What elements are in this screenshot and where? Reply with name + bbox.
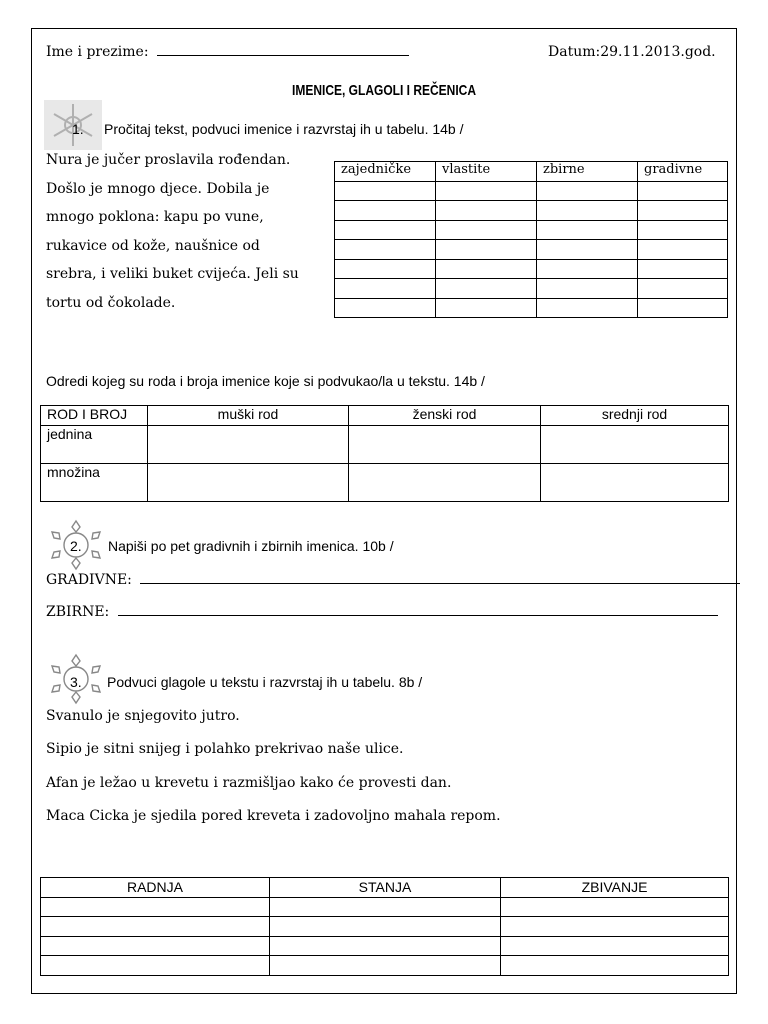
answer-cell[interactable] [335, 279, 436, 299]
answer-cell[interactable] [541, 426, 729, 464]
answer-cell[interactable] [436, 220, 537, 240]
answer-cell[interactable] [349, 464, 541, 502]
answer-cell[interactable] [436, 201, 537, 221]
answer-cell[interactable] [638, 201, 728, 221]
header-cell: zajedničke [335, 162, 436, 182]
answer-cell[interactable] [270, 917, 501, 937]
answer-cell[interactable] [349, 426, 541, 464]
answer-cell[interactable] [335, 220, 436, 240]
answer-cell[interactable] [638, 279, 728, 299]
table-row [335, 298, 728, 318]
answer-cell[interactable] [638, 240, 728, 260]
header-cell: ROD I BROJ [41, 406, 148, 426]
answer-cell[interactable] [537, 220, 638, 240]
answer-cell[interactable] [436, 279, 537, 299]
gender-number-table [40, 405, 729, 502]
row-label: množina [41, 464, 148, 502]
task3-number: 3. [70, 674, 82, 690]
answer-cell[interactable] [270, 956, 501, 976]
answer-cell[interactable] [537, 240, 638, 260]
answer-cell[interactable] [537, 298, 638, 318]
answer-cell[interactable] [41, 917, 270, 937]
answer-cell[interactable] [436, 259, 537, 279]
task3-sentence: Maca Cicka je sjedila pored kreveta i zadovoljno mahala repom. [46, 808, 501, 824]
row-label: jednina [41, 426, 148, 464]
verb-type-table [40, 877, 729, 976]
table-row [41, 426, 729, 464]
name-label: Ime i prezime: [46, 44, 149, 60]
header-cell: muški rod [148, 406, 349, 426]
gradivne-line[interactable] [46, 572, 740, 588]
answer-cell[interactable] [436, 181, 537, 201]
answer-cell[interactable] [270, 936, 501, 956]
answer-cell[interactable] [335, 240, 436, 260]
task2-number: 2. [70, 538, 82, 554]
table-row [335, 240, 728, 260]
task3-sentence: Sipio je sitni snijeg i polahko prekrivao naše ulice. [46, 741, 404, 757]
table-row [41, 897, 729, 917]
task1-number: 1. [72, 121, 84, 137]
table-row [335, 201, 728, 221]
header-cell: ženski rod [349, 406, 541, 426]
answer-cell[interactable] [638, 181, 728, 201]
answer-cell[interactable] [148, 464, 349, 502]
answer-cell[interactable] [436, 298, 537, 318]
name-field[interactable] [46, 44, 409, 60]
answer-cell[interactable] [537, 181, 638, 201]
answer-cell[interactable] [41, 936, 270, 956]
text-line: rukavice od kože, naušnice od [46, 237, 260, 254]
name-blank-line [157, 55, 409, 56]
task3-sentence: Svanulo je snjegovito jutro. [46, 708, 240, 724]
header-cell: STANJA [270, 878, 501, 898]
text-line: Došlo je mnogo djece. Dobila je [46, 180, 270, 197]
table-row [41, 936, 729, 956]
answer-cell[interactable] [541, 464, 729, 502]
header-cell: RADNJA [41, 878, 270, 898]
answer-cell[interactable] [41, 897, 270, 917]
answer-cell[interactable] [335, 201, 436, 221]
noun-type-table [334, 161, 728, 318]
answer-cell[interactable] [335, 298, 436, 318]
answer-cell[interactable] [436, 240, 537, 260]
text-line: mnogo poklona: kapu po vune, [46, 209, 264, 225]
answer-blank-line [118, 615, 718, 616]
text-line: Nura je jučer proslavila rođendan. [46, 152, 291, 168]
answer-cell[interactable] [537, 259, 638, 279]
answer-cell[interactable] [638, 220, 728, 240]
text-line: srebra, i veliki buket cvijeća. Jeli su [46, 266, 299, 282]
answer-cell[interactable] [501, 936, 729, 956]
table-row [41, 917, 729, 937]
header-cell: vlastite [436, 162, 537, 182]
table-row [41, 464, 729, 502]
table-row [335, 259, 728, 279]
date-label: Datum:29.11.2013.god. [548, 44, 716, 60]
answer-cell[interactable] [537, 279, 638, 299]
answer-cell[interactable] [501, 956, 729, 976]
answer-cell[interactable] [638, 298, 728, 318]
answer-cell[interactable] [638, 259, 728, 279]
table-row [335, 181, 728, 201]
header-cell: zbirne [537, 162, 638, 182]
table-row [335, 220, 728, 240]
task1-instruction: Pročitaj tekst, podvuci imenice i razvrstaj ih u tabelu. 14b / [104, 121, 464, 137]
answer-cell[interactable] [270, 897, 501, 917]
zbirne-line[interactable] [46, 604, 718, 620]
task2-instruction: Napiši po pet gradivnih i zbirnih imenica. 10b / [108, 538, 394, 554]
zbirne-label: ZBIRNE: [46, 604, 110, 620]
worksheet-title: IMENICE, GLAGOLI I REČENICA [291, 82, 476, 99]
answer-cell[interactable] [41, 956, 270, 976]
table-row [335, 279, 728, 299]
task3-sentence: Afan je ležao u krevetu i razmišljao kako će provesti dan. [46, 775, 452, 791]
header-cell: ZBIVANJE [501, 878, 729, 898]
task1-text [46, 146, 299, 317]
header-cell: gradivne [638, 162, 728, 182]
header-cell: srednji rod [541, 406, 729, 426]
answer-cell[interactable] [537, 201, 638, 221]
text-line: tortu od čokolade. [46, 294, 176, 311]
answer-cell[interactable] [501, 917, 729, 937]
answer-cell[interactable] [335, 259, 436, 279]
task1b-instruction: Odredi kojeg su roda i broja imenice koje si podvukao/la u tekstu. 14b / [46, 373, 485, 389]
answer-blank-line [140, 583, 740, 584]
table-row [41, 956, 729, 976]
task3-instruction: Podvuci glagole u tekstu i razvrstaj ih u tabelu. 8b / [107, 674, 423, 690]
answer-cell[interactable] [148, 426, 349, 464]
answer-cell[interactable] [335, 181, 436, 201]
gradivne-label: GRADIVNE: [46, 572, 132, 588]
answer-cell[interactable] [501, 897, 729, 917]
